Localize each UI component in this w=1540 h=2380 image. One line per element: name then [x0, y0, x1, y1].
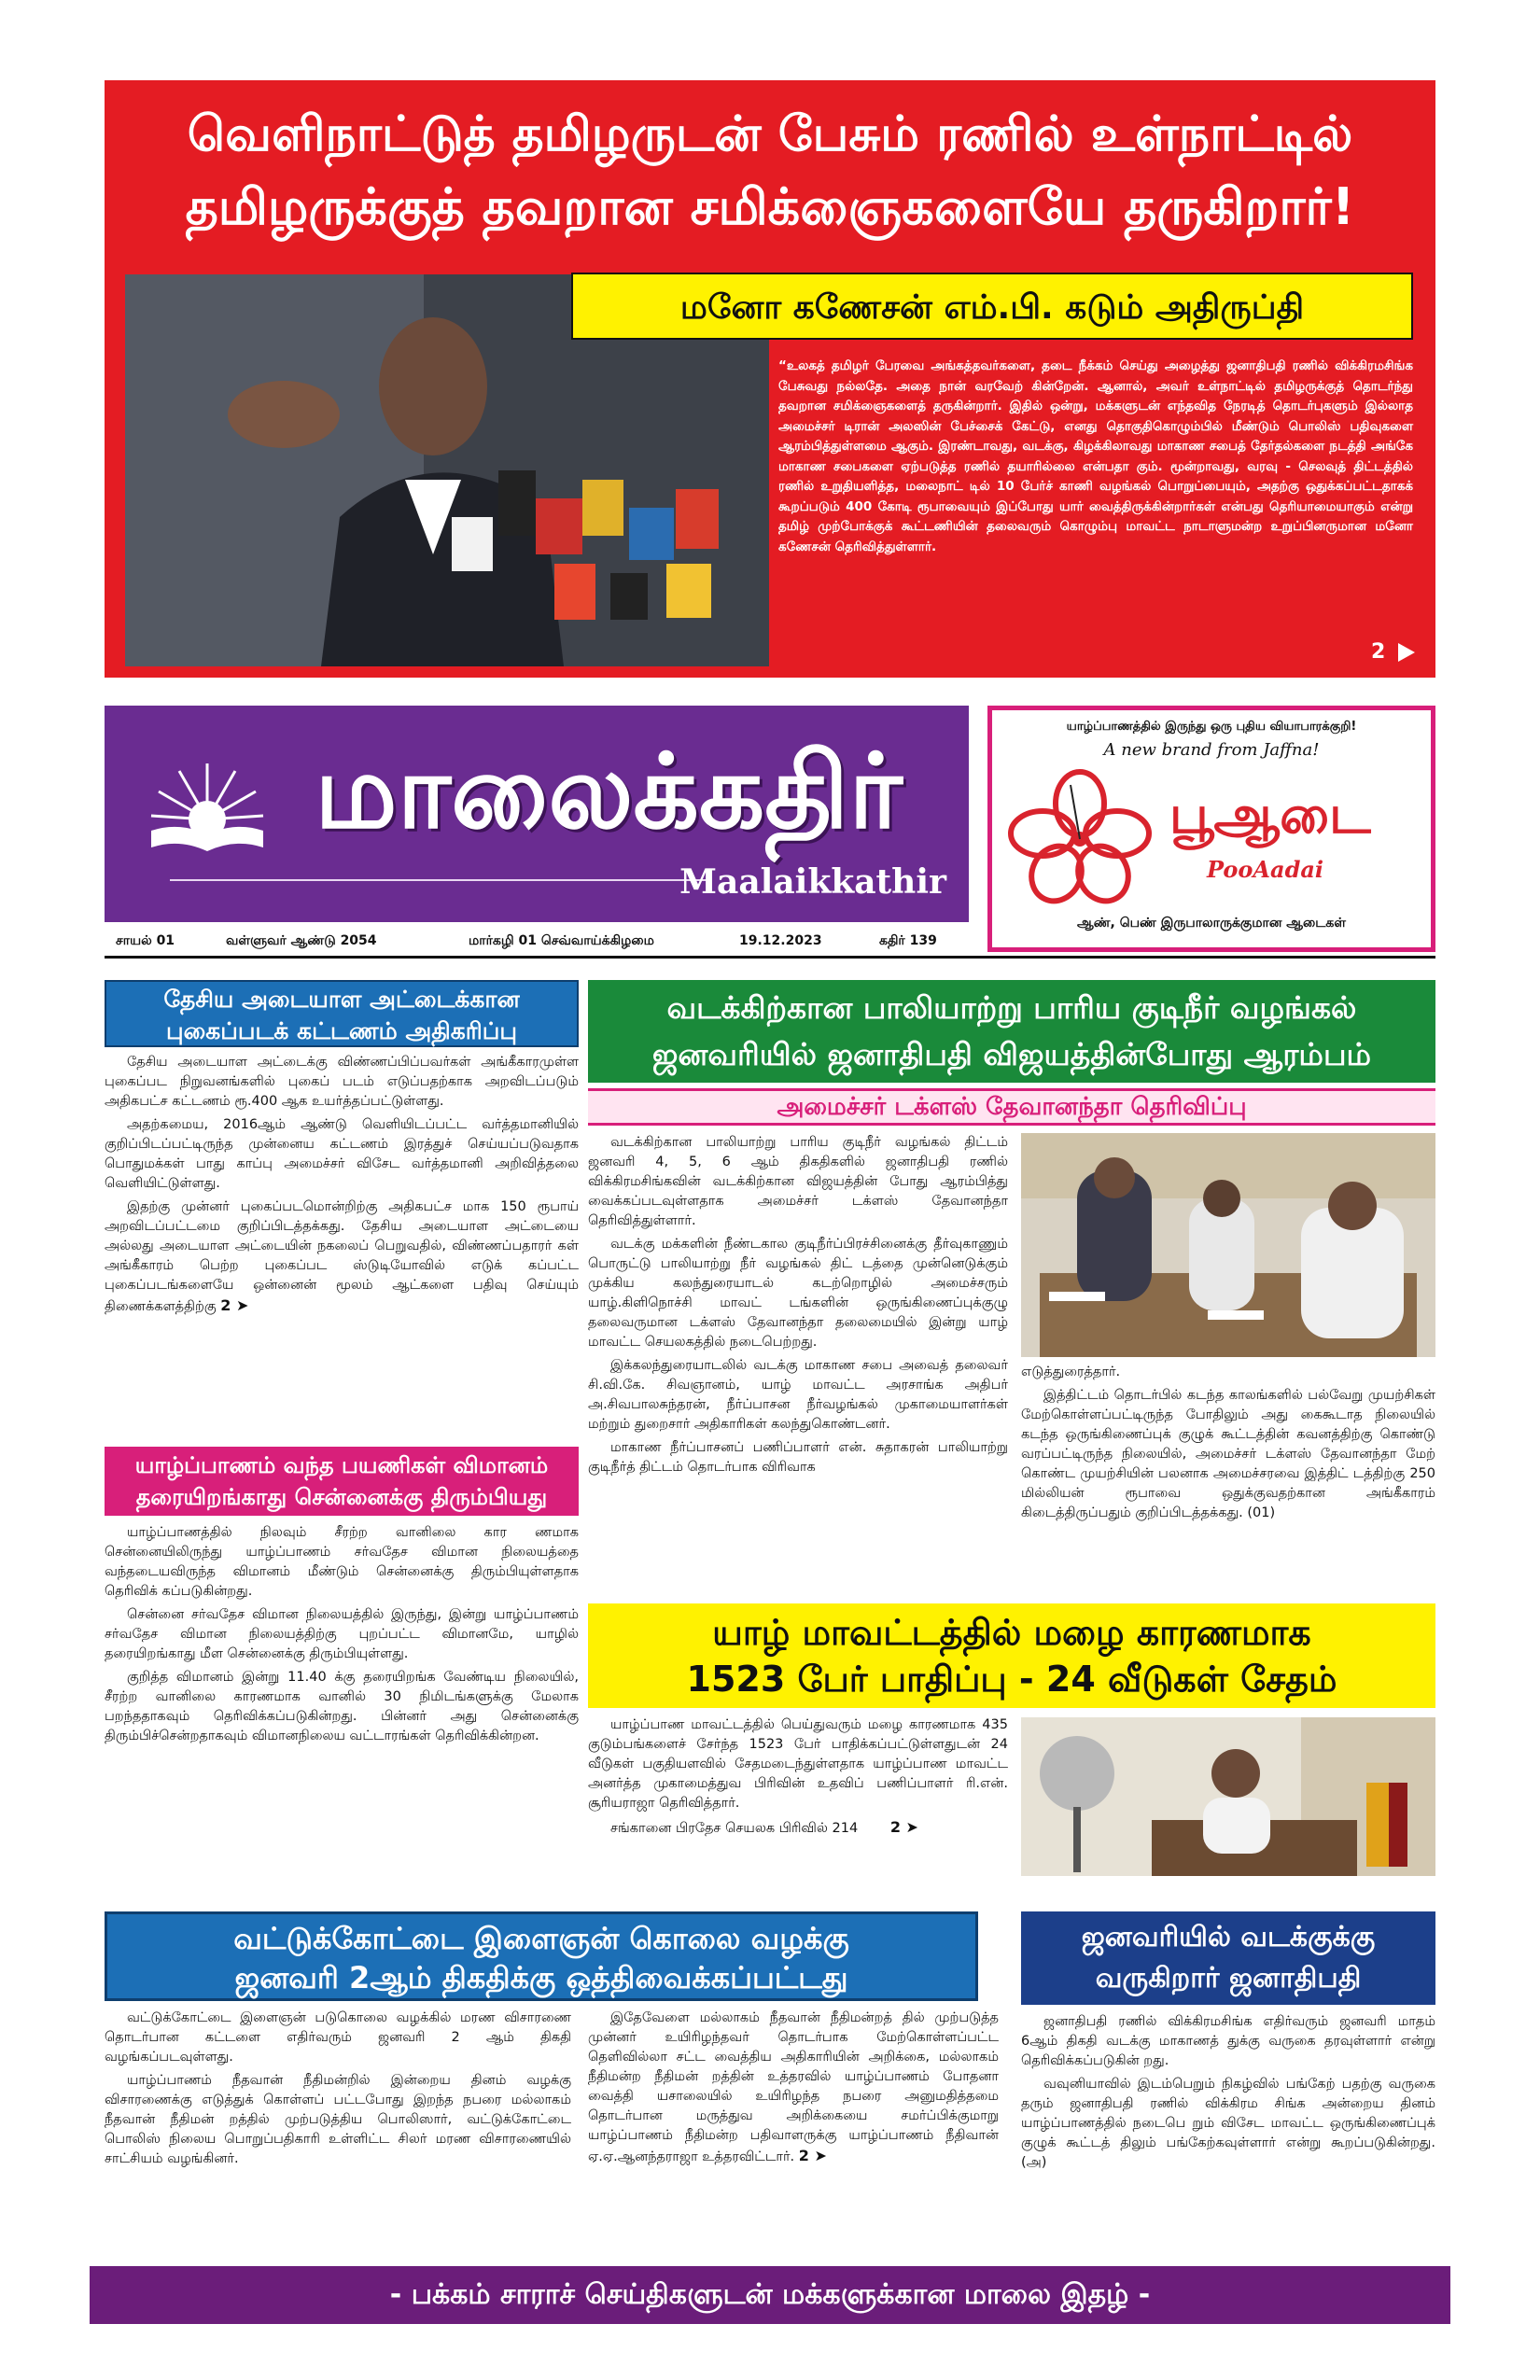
footer-banner: - பக்கம் சாராச் செய்திகளுடன் மக்களுக்கான மாலை இதழ் - [90, 2266, 1450, 2324]
water-paragraph-5: எடுத்துரைத்தார். [1021, 1365, 1121, 1379]
water-paragraph-4: மாகாண நீர்ப்பாசனப் பணிப்பாளர் என். சுதாகரன் பாலியாற்று குடிநீர்த் திட்டம் தொடர்பாக விரிவாக [588, 1440, 1008, 1475]
rain-paragraph-2-text: சங்கானை பிரதேச செயலக பிரிவில் 214 [610, 1821, 859, 1836]
flight-paragraph-2: சென்னை சர்வதேச விமான நிலையத்தில் இருந்து, இன்று யாழ்ப்பாணம் சர்வதேச விமான நிலையத்திற்கு புறப்பட்ட விமானமே, யாழில் தரையிறங்காது மீள சென்னைக்கு திரும்பியுள்ளது. [105, 1607, 579, 1661]
water-headline-box [588, 980, 1435, 1083]
rain-continued-page: 2 [889, 1818, 901, 1836]
masthead-title-english: Maalaikkathir [679, 862, 946, 902]
president-body [1021, 2012, 1435, 2177]
water-paragraph-6: இத்திட்டம் தொடர்பில் கடந்த காலங்களில் பல்வேறு முயற்சிகள் மேற்கொள்ளப்பட்டிருந்த போதிலும் அது கைகூடாத நிலையில் கடந்த ஒருங்கிணைப்புக் குழுக் கூட்டத்தின் கவனத்திற்கு கொண்டு வரப்பட்டிருந்த நிலையில், அமைச்சர் டக்ளஸ் தேவானந்தா மேற் கொண்ட முயற்சியின் பலனாக அமைச்சரவை இத்திட் டத்திற்கு 250 மில்லியன் ரூபாவை ஒதுக்குவதற்கான அங்கீகாரம் கிடைத்திருப்பதும் குறிப்பிடத்தக்கது. (01) [1021, 1388, 1435, 1520]
dateline-number: கதிர் 139 [879, 933, 937, 948]
id-card-paragraph-2: அதற்கமைய, 2016ஆம் ஆண்டு வெளியிடப்பட்ட வர்த்தமானியில் குறிப்பிடப்பட்டிருந்த முன்னைய கட்டணம் இரத்துச் செய்யப்படுவதாக பொதுமக்கள் பாது காப்பு அமைச்சர் விசேட வர்த்தமானி அறிவித்தலை வெளியிட்டுள்ளது. [105, 1117, 579, 1191]
top-story-headline-line1: வெளிநாட்டுத் தமிழருடன் பேசும் ரணில் உள்நாட்டில் [187, 106, 1353, 162]
murder-paragraph-1: வட்டுக்கோட்டை இளைஞன் படுகொலை வழக்கில் மரண விசாரணை தொடர்பான கட்டளை எதிர்வரும் ஜனவரி 2 ஆம் திகதி வழங்கப்படவுள்ளது. [105, 2010, 571, 2065]
top-story-body-text: “உலகத் தமிழர் பேரவை அங்கத்தவர்களை, தடை நீக்கம் செய்து அழைத்து ஜனாதிபதி ரணில் விக்கிரமசிங்க பேசுவது நல்லதே. அதை நான் வரவேற் கின்றேன். ஆனால், அவர் உள்நாட்டில் தமிழருக்குத் தொடர்ந்து தவறான சமிக்ஞைகளைத் தருகின்றார். இதில் ஒன்று, மக்களுடன் எந்தவித நேரடித் தொடர்புகளும் இல்லாத அமைச்சர் டிரான் அலஸின் பேச்சைக் கேட்டு, எனது தொகுதிகொழும்பில் மீண்டும் பொலிஸ் பதிவுகளை ஆரம்பித்துள்ளமை ஆகும். இரண்டாவது, வடக்கு, கிழக்கிலாவது மாகாண சபைத் தேர்தல்களை நடத்தி அங்கே மாகாண சபைகளை ஏற்படுத்த ரணில் தயாரில்லை என்பதா கும். மூன்றாவது, வரவு - செலவுத் திட்டத்தில் ரணில் உறுதியளித்த, மலைநாட் டில் 10 பேர்ச் காணி வழங்கல் பொறுப்பையும், அதற்கு ஒதுக்கப்பட்டதாகக் கூறப்படும் 400 கோடி ரூபாவையும் இப்போது யார் வைத்திருக்கின்றார்கள் என்பது தெரியாமையாகும் என்று தமிழ் முற்போக்குக் கூட்டணியின் தலைவரும் கொழும்பு மாவட்ட நாடாளுமன்ற உறுப்பினருமான மனோ கணேசன் தெரிவித்துள்ளார். [778, 358, 1413, 554]
murder-paragraph-2: யாழ்ப்பாணம் நீதவான் நீதிமன்றில் இன்றைய தினம் வழக்கு விசாரணைக்கு எடுத்துக் கொள்ளப் பட்டபோது இறந்த நபரை மல்லாகம் நீதவான் நீதிமன் றத்தில் முற்படுத்திய பொலிஸார், வட்டுக்கோட்டை பொலிஸ் நிலைய பொறுப்பதிகாரி உள்ளிட்ட சிலர் மரண விசாரணையில் சாட்சியம் வழங்கினர். [105, 2073, 571, 2166]
continue-arrow-icon [1398, 643, 1415, 662]
rain-continued[interactable] [890, 1818, 918, 1836]
president-headline-line1: ஜனவரியில் வடக்குக்கு [1081, 1921, 1376, 1953]
id-card-continued-page: 2 [220, 1296, 231, 1314]
water-column-2 [1021, 1363, 1435, 1527]
murder-headline-line1: வட்டுக்கோட்டை இளைஞன் கொலை வழக்கு [233, 1921, 849, 1956]
murder-paragraph-3 [588, 2009, 999, 2167]
continue-arrow-icon: ➤ [231, 1296, 249, 1314]
ad-tagline: A new brand from Jaffna! [1103, 740, 1320, 760]
rain-headline-line2: 1523 பேர் பாதிப்பு - 24 வீடுகள் சேதம் [686, 1659, 1337, 1700]
flight-paragraph-3: குறித்த விமானம் இன்று 11.40 க்கு தரையிறங்க வேண்டிய நிலையில், சீரற்ற வானிலை காரணமாக வானில் 30 நிமிடங்களுக்கு மேலாக பறந்ததாகவும் தெரிவிக்கப்படுகின்றது. பின்னர் அது சென்னைக்கு திரும்பிச்சென்றதாகவும் விமானநிலைய வட்டாரங்கள் தெரிவிக்கின்றன. [105, 1670, 579, 1743]
pooaadai-ad[interactable] [987, 706, 1435, 952]
water-headline-line1: வடக்கிற்கான பாலியாற்று பாரிய குடிநீர் வழங்கல் [666, 989, 1357, 1026]
photo-icon [1021, 1717, 1435, 1876]
flower-logo-icon [1005, 766, 1155, 906]
top-story-subheadline: மனோ கணேசன் எம்.பி. கடும் அதிருப்தி [571, 273, 1413, 340]
masthead-title: மாலைக்கதிர் [315, 732, 903, 851]
top-story-box [105, 80, 1435, 678]
water-paragraph-1: வடக்கிற்கான பாலியாற்று பாரிய குடிநீர் வழங்கல் திட்டம் ஜனவரி 4, 5, 6 ஆம் திகதிகளில் ஜனாதிபதி ரணில் விக்கிரமசிங்கவின் வடக்கிற்கான விஜயத்தின் போது ஆரம்பித்து வைக்கப்படவுள்ளதாக அமைச்சர் டக்ளஸ் தேவானந்தா தெரிவித்துள்ளார். [588, 1135, 1008, 1228]
id-card-body [105, 1053, 579, 1321]
murder-headline-line2: ஜனவரி 2ஆம் திகதிக்கு ஒத்திவைக்கப்பட்டது [234, 1960, 848, 1995]
water-column-1 [588, 1133, 1008, 1481]
id-card-headline: தேசிய அடையாள அட்டைக்கான புகைப்படக் கட்டணம் அதிகரிப்பு [105, 980, 579, 1047]
id-card-paragraph-3 [105, 1197, 579, 1317]
murder-column-1 [105, 2009, 571, 2173]
rain-headline-box [588, 1603, 1435, 1708]
dateline-rule [105, 956, 1435, 959]
murder-column-2 [588, 2009, 999, 2171]
president-headline-line2: வருகிறார் ஜனாதிபதி [1095, 1962, 1362, 1995]
sunrise-book-icon [142, 754, 273, 857]
id-card-paragraph-1: தேசிய அடையாள அட்டைக்கு விண்ணப்பிப்பவர்கள் அங்கீகாரமுள்ள புகைப்பட நிறுவனங்களில் புகைப் படம் எடுப்பதற்காக அறவிடப்படும் அதிகபட்ச கட்டணம் ரூ.400 ஆக உயர்த்தப்பட்டுள்ளது. [105, 1055, 579, 1109]
ad-brand-english: PooAadai [1207, 856, 1324, 883]
rain-body [588, 1715, 1008, 1842]
water-subheadline: அமைச்சர் டக்ளஸ் தேவானந்தா தெரிவிப்பு [588, 1088, 1435, 1126]
top-story-continued[interactable] [1371, 640, 1415, 664]
water-headline-line2: ஜனவரியில் ஜனாதிபதி விஜயத்தின்போது ஆரம்பம் [651, 1036, 1372, 1072]
murder-headline-box [105, 1911, 978, 2001]
water-paragraph-3: இக்கலந்துரையாடலில் வடக்கு மாகாண சபை அவைத் தலைவர் சி.வி.கே. சிவஞானம், யாழ் மாவட்ட அரசாங்க அதிபர் அ.சிவபாலசுந்தரன், நீர்ப்பாசன நீர்வழங்கல் முகாமையாளர்கள் மற்றும் துறைசார் அதிகாரிகள் கலந்துகொண்டனர். [588, 1358, 1008, 1432]
top-story-continued-page: 2 [1371, 640, 1386, 664]
murder-continued[interactable] [799, 2147, 827, 2164]
rain-official-photo [1021, 1717, 1435, 1876]
dateline-bar [105, 930, 969, 952]
murder-continued-page: 2 [798, 2147, 809, 2164]
top-story-headline-line2: தமிழருக்குத் தவறான சமிக்ஞைகளையே தருகிறார்! [185, 177, 1355, 236]
rain-paragraph-1: யாழ்ப்பாண மாவட்டத்தில் பெய்துவரும் மழை காரணமாக 435 குடும்பங்களைச் சேர்ந்த 1523 பேர் பாதிக்கப்பட்டுள்ளதுடன் 24 வீடுகள் பகுதியளவில் சேதமடைந்துள்ளதாக யாழ்ப்பாண மாவட்ட அனர்த்த முகாமைத்துவ பிரிவின் உதவிப் பணிப்பாளர் ரி.என். சூரியராஜா தெரிவித்தார். [588, 1717, 1008, 1811]
president-paragraph-2: வவுனியாவில் இடம்பெறும் நிகழ்வில் பங்கேற் பதற்கு வருகை தரும் ஜனாதிபதி ரணில் விக்கிரம சிங்க அன்றைய தினம் யாழ்ப்பாணத்தில் நடைபெ றும் விசேட மாவட்ட ஒருங்கிணைப்புக் குழுக் கூட்டத் திலும் பங்கேற்கவுள்ளார் என்று கூறப்படுகின்றது. (அ) [1021, 2077, 1435, 2170]
water-meeting-photo [1021, 1133, 1435, 1357]
continue-arrow-icon: ➤ [808, 2147, 827, 2164]
masthead-divider [170, 879, 711, 881]
rain-paragraph-2 [588, 1817, 1008, 1839]
masthead [105, 706, 969, 922]
ad-top-line: யாழ்ப்பாணத்தில் இருந்து ஒரு புதிய வியாபாரக்குறி! [1066, 720, 1357, 734]
flight-headline: யாழ்ப்பாணம் வந்த பயணிகள் விமானம் தரையிறங்காது சென்னைக்கு திரும்பியது [105, 1447, 579, 1516]
president-headline-box [1021, 1911, 1435, 2005]
ad-bottom-line: ஆண், பெண் இருபாலாருக்குமான ஆடைகள் [1077, 916, 1346, 931]
water-paragraph-2: வடக்கு மக்களின் நீண்டகால குடிநீர்ப்பிரச்சினைக்கு தீர்வுகாணும் பொருட்டு பாலியாற்று நீர் வழங்கல் திட் டத்தை முன்னெடுக்கும் முக்கிய கலந்துரையாடல் கடற்றொழில் அமைச்சரும் யாழ்.கிளிநொச்சி மாவட் டங்களின் ஒருங்கிணைப்புக்குழு தலைவருமான டக்ளஸ் தேவானந்தா தலைமையில் இன்று யாழ் மாவட்ட செயலகத்தில் நடைபெற்றது. [588, 1237, 1008, 1350]
dateline-date: 19.12.2023 [739, 933, 822, 948]
id-card-continued[interactable] [220, 1296, 248, 1314]
photo-icon [1021, 1133, 1435, 1357]
ad-brand-tamil: பூஆடை [1169, 785, 1371, 846]
flight-body [105, 1523, 579, 1750]
dateline-date-tamil: மார்கழி 01 செவ்வாய்க்கிழமை [469, 933, 654, 948]
continue-arrow-icon: ➤ [900, 1818, 918, 1836]
murder-paragraph-3-text: இதேவேளை மல்லாகம் நீதவான் நீதிமன்றத் தில் முற்படுத்த முன்னர் உயிரிழந்தவர் தொடர்பாக மேற்கொள்ளப்பட்ட தெளிவில்லா சட்ட வைத்திய அதிகாரியின் அறிக்கை, மல்லாகம் நீதிமன்ற நீதிமன் றத்தின் உத்தரவில் யாழ்ப்பாணம் போதனா வைத்தி யசாலையில் உயிரிழந்த நபரை அனுமதித்தமை தொடர்பான மருத்துவ அறிக்கையை சமர்ப்பிக்குமாறு யாழ்ப்பாணம் நீதிமன்ற பதிவாளருக்கு யாழ்ப்பாணம் நீதிவான் ஏ.ஏ.ஆனந்தராஜா உத்தரவிட்டார். [588, 2010, 999, 2164]
dateline-issue: சாயல் 01 [116, 933, 175, 948]
dateline-year: வள்ளுவர் ஆண்டு 2054 [226, 933, 377, 948]
flight-paragraph-1: யாழ்ப்பாணத்தில் நிலவும் சீரற்ற வானிலை கார ணமாக சென்னையிலிருந்து யாழ்ப்பாணம் சர்வதேச விமான நிலையத்தை வந்தடையவிருந்த விமானம் மீண்டும் சென்னைக்கு திரும்பியுள்ளதாக தெரிவிக் கப்படுகின்றது. [105, 1525, 579, 1599]
president-paragraph-1: ஜனாதிபதி ரணில் விக்கிரமசிங்க எதிர்வரும் ஜனவரி மாதம் 6ஆம் திகதி வடக்கு மாகாணத் துக்கு வருகை தரவுள்ளார் என்று தெரிவிக்கப்படுகின் றது. [1021, 2014, 1435, 2068]
top-story-body [778, 357, 1413, 637]
rain-headline-line1: யாழ் மாவட்டத்தில் மழை காரணமாக [712, 1612, 1311, 1653]
id-card-paragraph-3-text: இதற்கு முன்னர் புகைப்படமொன்றிற்கு அதிகபட்ச மாக 150 ரூபாய் அறவிடப்பட்டமை குறிப்பிடத்தக்கது. தேசிய அடையாள அட்டையை அல்லது அடையாள அட்டையின் நகலைப் பெறுவதில், விண்ணப்பதாரர் கள் அங்கீகாரம் பெற்ற புகைப்பட ஸ்டுடியோவில் எடுக் கப்பட்ட புகைப்படங்களையே ஒன்னைன் மூலம் ஆட்களை பதிவு செய்யும் திணைக்களத்திற்கு [105, 1199, 579, 1314]
